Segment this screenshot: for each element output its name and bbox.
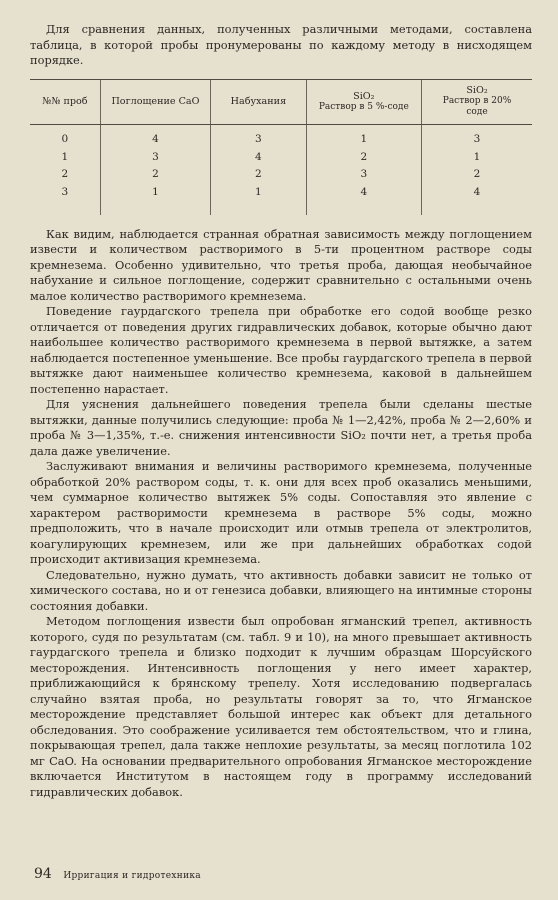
body-paragraph: Для уяснения дальнейшего поведения трепела были сделаны шестые вытяжки, данные получились следующие: проба № 1—2,42%, проба № 2—2,60% и проба № 3—1,35%, т.-е. снижения интенсивности SiO₂ почти нет, а третья проба дала даже увеличение. <box>30 397 532 458</box>
table-cell: 1 <box>61 150 69 163</box>
body-paragraph: Поведение гаурдагского трепела при обработке его содой вообще резко отличается от поведения других гидравлических добавок, которые обычно дают наибольшее количество растворимого кремнезема в первой вытяжке, а затем наблюдается постепенное уменьшение. Все пробы гаурдагского трепела в первой вытяжке дают наименьшее количество кремнезема, каковой в дальнейшем постепенно нарастает. <box>30 304 532 396</box>
table-cell: 2 <box>306 148 421 166</box>
table-cell: 2 <box>211 166 306 184</box>
table-row <box>30 183 532 201</box>
header-cao-absorption: Поглощение CaO <box>100 79 210 124</box>
table-cell: 2 <box>61 168 69 181</box>
body-paragraph: Методом поглощения извести был опробован ягманский трепел, активность которого, судя по результатам (см. табл. 9 и 10), на много превышает активность гаурдагского трепела и близко подходит к лучшим образцам Шорсуйского месторождения. Интенсивность поглощения у него имеет характер, приближающийся к брянскому трепелу. Хотя исследованию подвергалась случайно взятая проба, но результаты говорят за то, что Ягманское месторождение представляет большой интерес как объект для детального обследования. Это соображение усиливается тем обстоятельством, что и глина, покрывающая трепел, дала также неплохие результаты, за месяц поглотила 102 мг CaO. На основании предварительного опробования Ягманское месторождение включается Институтом в настоящем году в программу исследований гидравлических добавок. <box>30 614 532 799</box>
body-paragraph: Заслуживают внимания и величины растворимого кремнезема, полученные обработкой 20% раствором соды, т. к. они для всех проб оказались меньшими, чем суммарное количество вытяжек 5% соды. Сопоставляя это явление с характером растворимости кремнезема в растворе 5% соды, можно предположить, что в начале происходит или отмыв трепела от электролитов, коагулирующих кремнезем, или же при дальнейших обработках содой происходит активизация кремнезема. <box>30 459 532 566</box>
table-row <box>30 166 532 184</box>
table-cell: 2 <box>422 166 532 184</box>
table-cell: 1 <box>211 183 306 201</box>
header-sio2-5-top: SiO₂ <box>353 90 375 102</box>
header-sio2-20-top: SiO₂ <box>466 85 488 96</box>
table-spacer-row <box>30 201 532 215</box>
header-samples: №№ проб <box>30 79 100 124</box>
table-cell: 4 <box>422 183 532 201</box>
table-cell: 1 <box>422 148 532 166</box>
table-row <box>30 124 532 148</box>
header-sio2-5 <box>306 79 421 124</box>
table-cell: 4 <box>211 148 306 166</box>
body-paragraph: Как видим, наблюдается странная обратная зависимость между поглощением извести и количеством растворимого в 5-ти процентном растворе соды кремнезема. Особенно удивительно, что третья проба, дающая необычайное набухание и сильное поглощение, содержит сравнительно с остальными очень малое количество растворимого кремнезема. <box>30 226 532 303</box>
table-cell: 1 <box>306 124 421 148</box>
header-swelling-label: Набухания <box>230 96 287 107</box>
header-sio2-20 <box>422 79 532 124</box>
running-title: Ирригация и гидротехника <box>63 871 201 881</box>
table-cell: 4 <box>100 124 210 148</box>
header-sio2-5-bottom: Раствор в 5 %-соде <box>318 101 409 112</box>
table-cell: 0 <box>61 133 69 146</box>
header-sio2-20-bottom: соде <box>466 107 488 117</box>
table-cell: 3 <box>61 185 69 198</box>
ranking-table <box>30 79 532 215</box>
table-cell: 4 <box>306 183 421 201</box>
table-cell: 2 <box>100 166 210 184</box>
table-cell: 3 <box>100 148 210 166</box>
page-footer <box>34 866 201 882</box>
header-sio2-20-mid: Раствор в 20% <box>442 96 512 106</box>
table-cell: 3 <box>211 124 306 148</box>
table-cell: 3 <box>422 124 532 148</box>
header-swelling <box>211 79 306 124</box>
table-cell: 3 <box>306 166 421 184</box>
body-paragraph: Следовательно, нужно думать, что активность добавки зависит не только от химического состава, но и от генезиса добавки, влияющего на интимные стороны состояния добавки. <box>30 567 532 613</box>
table-row <box>30 148 532 166</box>
page-number: 94 <box>34 866 52 882</box>
table-cell: 1 <box>100 183 210 201</box>
table-header-row <box>30 79 532 124</box>
intro-paragraph: Для сравнения данных, полученных различными методами, составлена таблица, в которой пробы пронумерованы по каждому методу в нисходящем порядке. <box>30 22 532 67</box>
